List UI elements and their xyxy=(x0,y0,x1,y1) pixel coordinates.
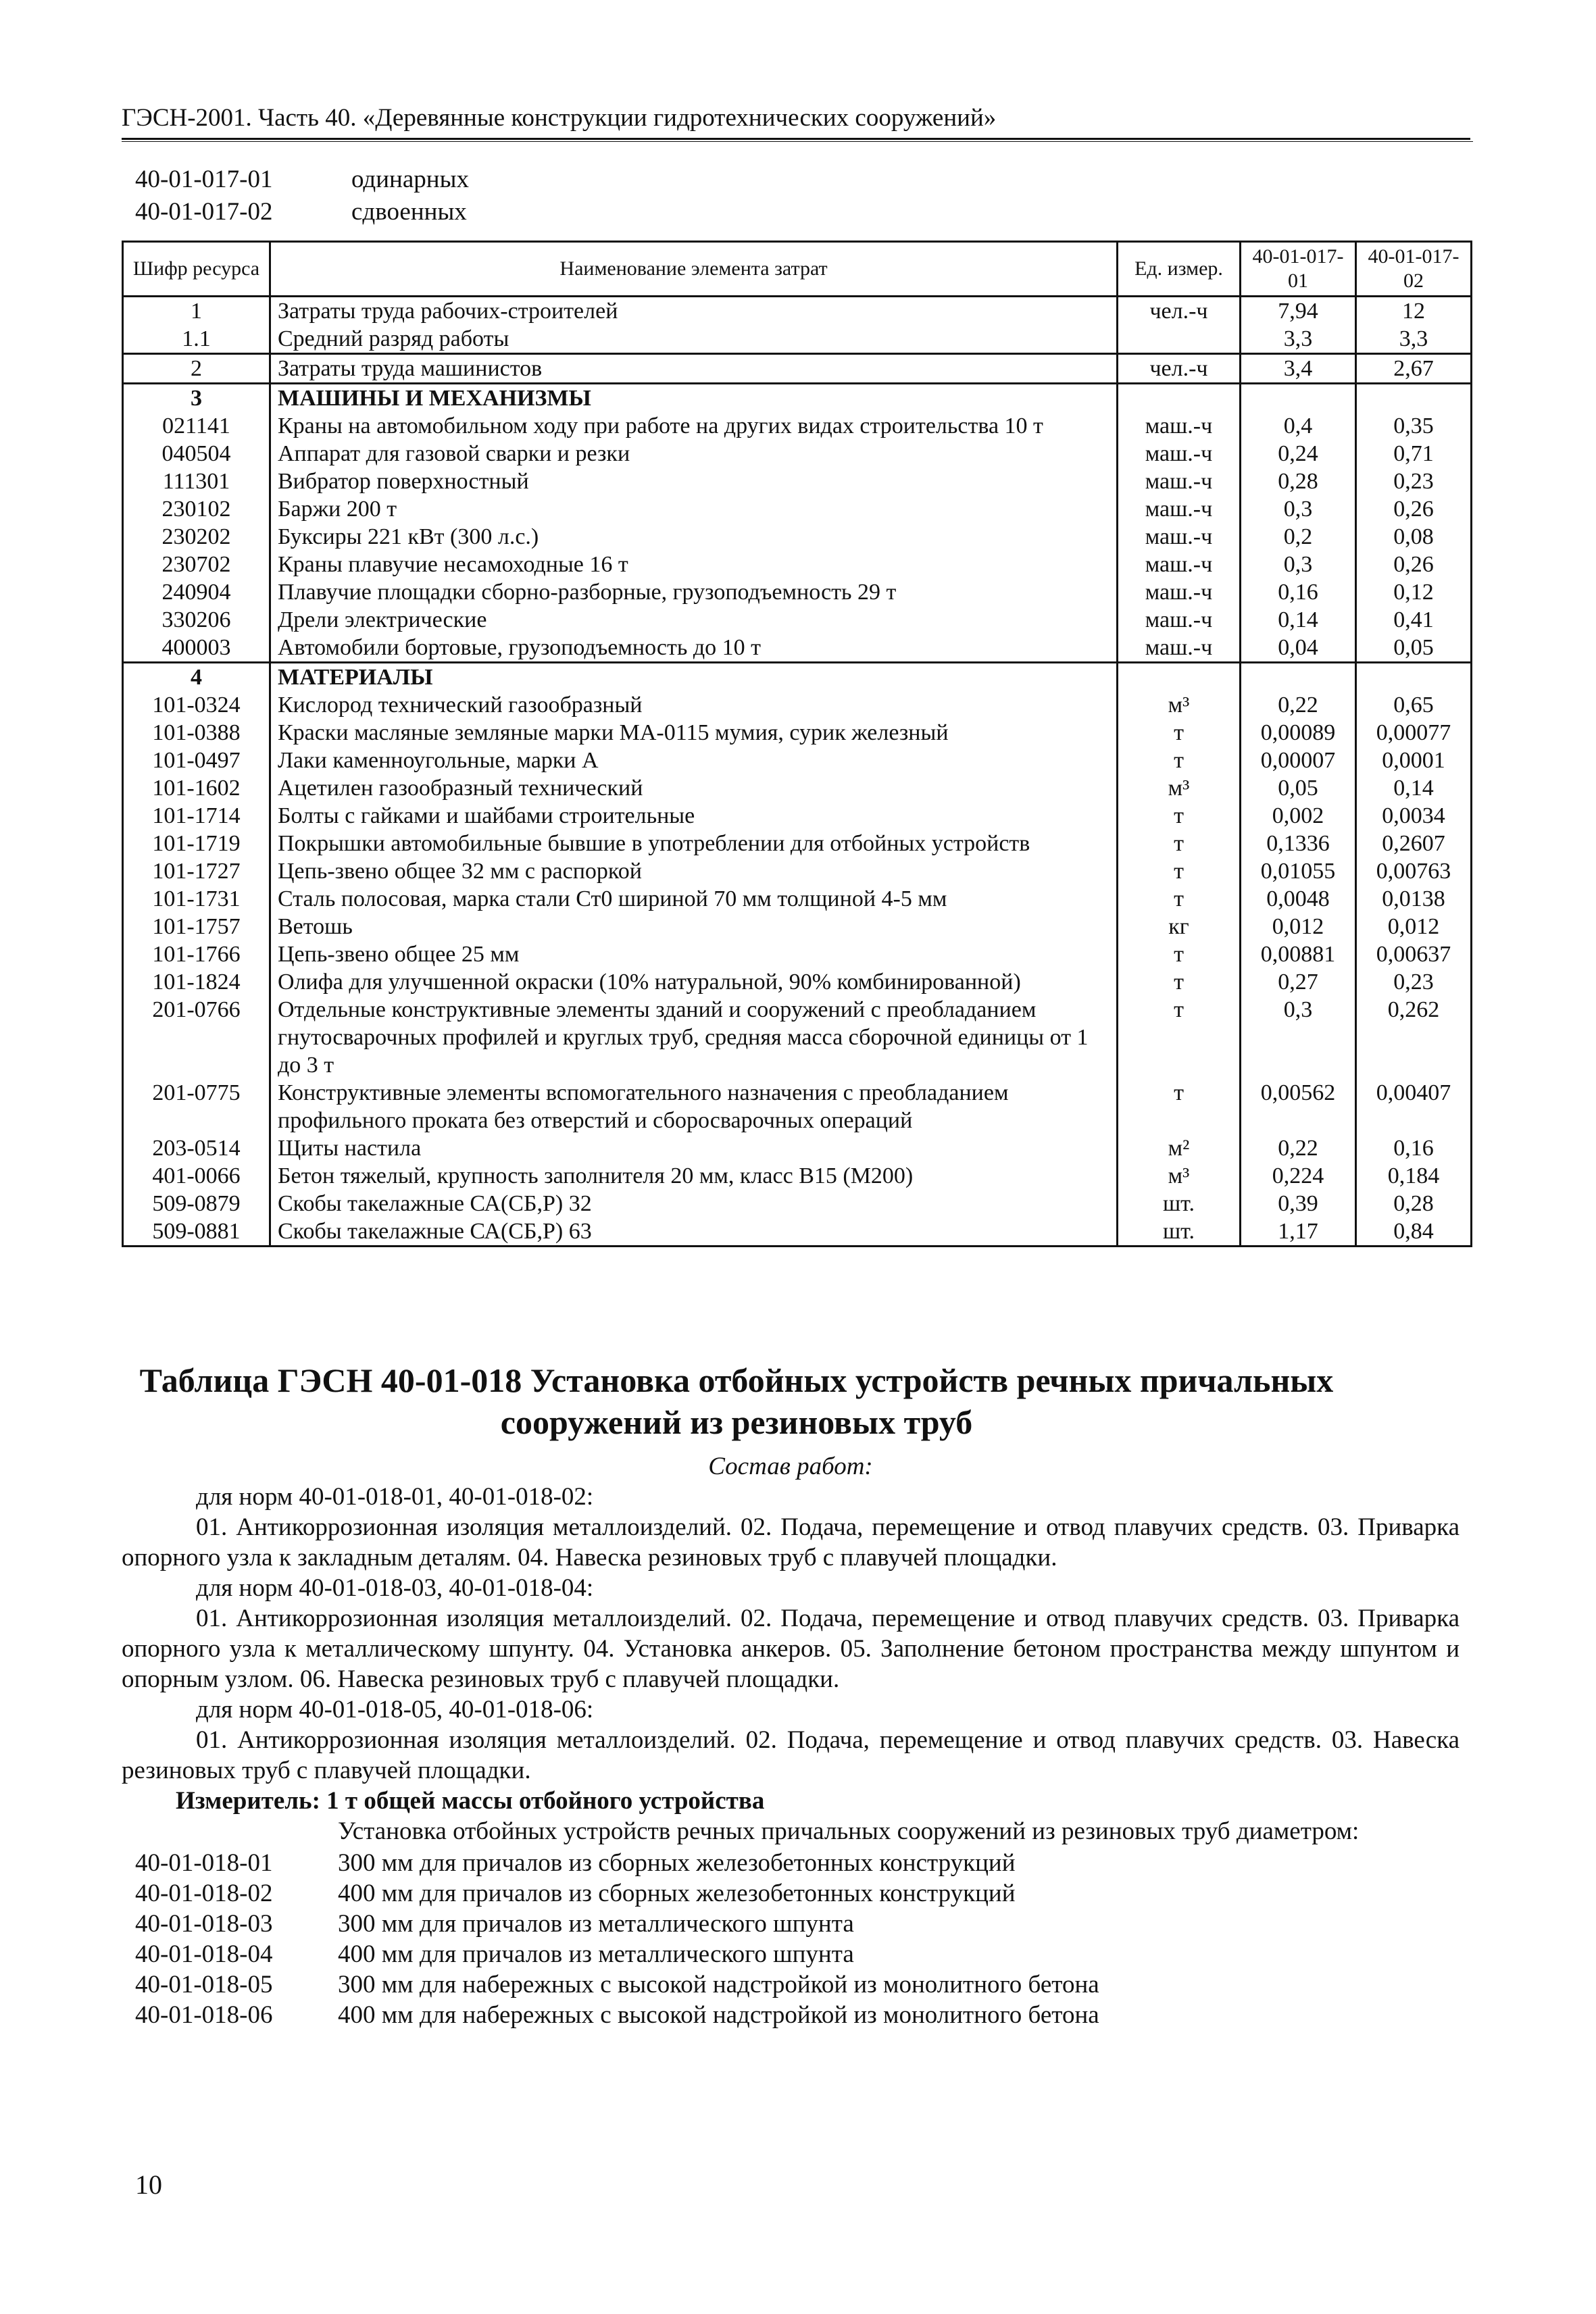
cell-unit xyxy=(1118,325,1241,354)
norm-row xyxy=(122,1909,1460,1939)
cell-value-1: 0,39 xyxy=(1241,1190,1356,1217)
table-row xyxy=(123,747,1472,774)
cell-code: 101-1602 xyxy=(123,774,270,802)
cell-unit: шт. xyxy=(1118,1217,1241,1247)
cell-unit: м³ xyxy=(1118,774,1241,802)
cell-value-2: 0,16 xyxy=(1356,1134,1472,1162)
cell-name: МАШИНЫ И МЕХАНИЗМЫ xyxy=(270,384,1118,413)
cell-unit: маш.-ч xyxy=(1118,523,1241,551)
cell-code: 111301 xyxy=(123,468,270,495)
cell-unit: кг xyxy=(1118,913,1241,940)
cell-code: 4 xyxy=(123,663,270,692)
cell-name: Сталь полосовая, марка стали Ст0 шириной 70 мм толщиной 4-5 мм xyxy=(270,885,1118,913)
cell-code: 101-1714 xyxy=(123,802,270,830)
cell-name: Цепь-звено общее 32 мм с распоркой xyxy=(270,857,1118,885)
cell-unit: маш.-ч xyxy=(1118,551,1241,578)
cell-code: 2 xyxy=(123,354,270,384)
cell-value-2: 0,00763 xyxy=(1356,857,1472,885)
sub-code: 40-01-017-01 xyxy=(135,166,273,193)
cell-name: Буксиры 221 кВт (300 л.с.) xyxy=(270,523,1118,551)
table-row xyxy=(123,802,1472,830)
cell-code: 101-0497 xyxy=(123,747,270,774)
cell-name: Лаки каменноугольные, марки А xyxy=(270,747,1118,774)
cell-name: Средний разряд работы xyxy=(270,325,1118,354)
table-row xyxy=(123,468,1472,495)
cell-name: Краски масляные земляные марки МА-0115 мумия, сурик железный xyxy=(270,719,1118,747)
composition-text: 01. Антикоррозионная изоляция металлоизделий. 02. Подача, перемещение и отвод плавучих средств. 03. Приварка опорного узла к закладным деталям. 04. Навеска резиновых труб с плавучей площадки. xyxy=(122,1513,1460,1571)
cell-code: 101-0324 xyxy=(123,691,270,719)
cell-code: 230702 xyxy=(123,551,270,578)
cell-name: Плавучие площадки сборно-разборные, грузоподъемность 29 т xyxy=(270,578,1118,606)
cell-name: Вибратор поверхностный xyxy=(270,468,1118,495)
cell-value-1: 3,3 xyxy=(1241,325,1356,354)
table-row xyxy=(123,523,1472,551)
cell-value-1: 0,05 xyxy=(1241,774,1356,802)
cell-name: Краны на автомобильном ходу при работе на других видах строительства 10 т xyxy=(270,412,1118,440)
cell-code: 203-0514 xyxy=(123,1134,270,1162)
cell-unit: маш.-ч xyxy=(1118,468,1241,495)
table-row xyxy=(123,440,1472,468)
cell-value-2: 0,23 xyxy=(1356,968,1472,996)
header-col1: 40-01-017-01 xyxy=(1241,242,1356,297)
cell-value-1: 0,16 xyxy=(1241,578,1356,606)
cell-code: 101-1824 xyxy=(123,968,270,996)
norm-text: 300 мм для причалов из сборных железобетонных конструкций xyxy=(338,1849,1016,1877)
cell-code: 330206 xyxy=(123,606,270,634)
cell-value-2: 0,08 xyxy=(1356,523,1472,551)
norm-row xyxy=(122,1969,1460,2000)
table-row xyxy=(123,578,1472,606)
cell-value-2: 0,26 xyxy=(1356,551,1472,578)
page-number: 10 xyxy=(135,2169,162,2200)
cell-value-1: 3,4 xyxy=(1241,354,1356,384)
norm-text: 400 мм для набережных с высокой надстройкой из монолитного бетона xyxy=(338,2001,1099,2029)
table-row xyxy=(123,663,1472,692)
norm-text: 400 мм для причалов из сборных железобетонных конструкций xyxy=(338,1880,1016,1907)
norm-row xyxy=(122,1848,1460,1878)
cell-value-1: 0,00881 xyxy=(1241,940,1356,968)
composition-for: для норм 40-01-018-03, 40-01-018-04: xyxy=(196,1574,594,1602)
cell-value-1: 0,00562 xyxy=(1241,1079,1356,1134)
cell-code: 3 xyxy=(123,384,270,413)
resources-table xyxy=(122,241,1472,1247)
cell-unit: т xyxy=(1118,996,1241,1079)
cell-unit: м² xyxy=(1118,1134,1241,1162)
norm-text: 300 мм для набережных с высокой надстройкой из монолитного бетона xyxy=(338,1971,1099,1998)
composition-for: для норм 40-01-018-01, 40-01-018-02: xyxy=(196,1483,594,1511)
cell-name: Цепь-звено общее 25 мм xyxy=(270,940,1118,968)
cell-name: Затраты труда рабочих-строителей xyxy=(270,297,1118,326)
cell-unit: т xyxy=(1118,1079,1241,1134)
cell-value-2: 0,71 xyxy=(1356,440,1472,468)
cell-value-2: 0,23 xyxy=(1356,468,1472,495)
cell-value-1: 0,00007 xyxy=(1241,747,1356,774)
header-rule xyxy=(122,141,1473,142)
norm-text: 300 мм для причалов из металлического шпунта xyxy=(338,1910,854,1938)
cell-value-1: 0,002 xyxy=(1241,802,1356,830)
table-row xyxy=(123,913,1472,940)
cell-value-2: 0,00077 xyxy=(1356,719,1472,747)
cell-unit: шт. xyxy=(1118,1190,1241,1217)
cell-value-1: 0,0048 xyxy=(1241,885,1356,913)
cell-code: 101-1757 xyxy=(123,913,270,940)
composition-for: для норм 40-01-018-05, 40-01-018-06: xyxy=(196,1696,594,1724)
cell-unit: т xyxy=(1118,857,1241,885)
table-row xyxy=(123,606,1472,634)
cell-name: Скобы такелажные СА(СБ,Р) 63 xyxy=(270,1217,1118,1247)
cell-value-1: 0,27 xyxy=(1241,968,1356,996)
cell-value-1: 0,01055 xyxy=(1241,857,1356,885)
table-row xyxy=(123,940,1472,968)
table-row xyxy=(123,968,1472,996)
cell-value-1: 1,17 xyxy=(1241,1217,1356,1247)
table-row xyxy=(123,885,1472,913)
table-body xyxy=(123,297,1472,1247)
cell-unit: маш.-ч xyxy=(1118,634,1241,663)
cell-code: 401-0066 xyxy=(123,1162,270,1190)
cell-value-2: 0,184 xyxy=(1356,1162,1472,1190)
cell-code: 021141 xyxy=(123,412,270,440)
sub-code-label: сдвоенных xyxy=(351,198,467,226)
cell-code: 1.1 xyxy=(123,325,270,354)
cell-name: Болты с гайками и шайбами строительные xyxy=(270,802,1118,830)
cell-unit: т xyxy=(1118,747,1241,774)
cell-name: МАТЕРИАЛЫ xyxy=(270,663,1118,692)
cell-unit: чел.-ч xyxy=(1118,354,1241,384)
cell-value-1: 0,28 xyxy=(1241,468,1356,495)
cell-code: 1 xyxy=(123,297,270,326)
composition-label: Состав работ: xyxy=(708,1453,873,1480)
norm-code: 40-01-018-02 xyxy=(135,1880,273,1907)
cell-unit: т xyxy=(1118,719,1241,747)
cell-value-2: 0,012 xyxy=(1356,913,1472,940)
cell-value-1: 0,2 xyxy=(1241,523,1356,551)
cell-code: 400003 xyxy=(123,634,270,663)
table-row xyxy=(123,384,1472,413)
cell-unit: маш.-ч xyxy=(1118,440,1241,468)
cell-unit: маш.-ч xyxy=(1118,578,1241,606)
cell-unit: т xyxy=(1118,830,1241,857)
cell-code: 201-0775 xyxy=(123,1079,270,1134)
cell-name: Скобы такелажные СА(СБ,Р) 32 xyxy=(270,1190,1118,1217)
cell-value-2: 12 xyxy=(1356,297,1472,326)
cell-value-1: 0,04 xyxy=(1241,634,1356,663)
header-name: Наименование элемента затрат xyxy=(270,242,1118,297)
cell-value-2 xyxy=(1356,384,1472,413)
cell-value-1: 0,1336 xyxy=(1241,830,1356,857)
norm-code: 40-01-018-04 xyxy=(135,1940,273,1968)
table-row xyxy=(123,412,1472,440)
cell-value-2: 0,00407 xyxy=(1356,1079,1472,1134)
norm-code: 40-01-018-06 xyxy=(135,2001,273,2029)
cell-value-2: 0,26 xyxy=(1356,495,1472,523)
cell-value-1 xyxy=(1241,663,1356,692)
norm-row xyxy=(122,1878,1460,1909)
cell-value-2: 2,67 xyxy=(1356,354,1472,384)
cell-value-2: 0,35 xyxy=(1356,412,1472,440)
norms-list xyxy=(122,1848,1460,2030)
cell-value-1: 0,3 xyxy=(1241,495,1356,523)
cell-name: Затраты труда машинистов xyxy=(270,354,1118,384)
cell-unit: маш.-ч xyxy=(1118,606,1241,634)
cell-name: Покрышки автомобильные бывшие в употреблении для отбойных устройств xyxy=(270,830,1118,857)
cell-unit: м³ xyxy=(1118,1162,1241,1190)
table-row xyxy=(123,1079,1472,1134)
composition-text: 01. Антикоррозионная изоляция металлоизделий. 02. Подача, перемещение и отвод плавучих средств. 03. Приварка опорного узла к металлическому шпунту. 04. Установка анкеров. 05. Заполнение бетоном пространства между шпунтом и опорным узлом. 06. Навеска резиновых труб с плавучей площадки. xyxy=(122,1605,1460,1693)
cell-value-2: 0,0138 xyxy=(1356,885,1472,913)
cell-value-2: 0,00637 xyxy=(1356,940,1472,968)
cell-value-2: 0,28 xyxy=(1356,1190,1472,1217)
table-row xyxy=(123,774,1472,802)
measure-unit: Измеритель: 1 т общей массы отбойного устройства xyxy=(176,1787,765,1815)
work-composition xyxy=(122,1451,1460,2030)
cell-name: Олифа для улучшенной окраски (10% натуральной, 90% комбинированной) xyxy=(270,968,1118,996)
sub-codes-list xyxy=(135,164,469,228)
sub-code-label: одинарных xyxy=(351,166,469,193)
table-row xyxy=(123,634,1472,663)
cell-name: Ацетилен газообразный технический xyxy=(270,774,1118,802)
norm-code: 40-01-018-03 xyxy=(135,1910,273,1938)
composition-text: 01. Антикоррозионная изоляция металлоизделий. 02. Подача, перемещение и отвод плавучих средств. 03. Навеска резиновых труб с плавучей площадки. xyxy=(122,1726,1460,1784)
table-header-row xyxy=(123,242,1472,297)
cell-value-1: 0,00089 xyxy=(1241,719,1356,747)
cell-name: Кислород технический газообразный xyxy=(270,691,1118,719)
cell-code: 101-1766 xyxy=(123,940,270,968)
table-row xyxy=(123,719,1472,747)
cell-value-1: 0,012 xyxy=(1241,913,1356,940)
header-col2: 40-01-017-02 xyxy=(1356,242,1472,297)
running-header: ГЭСН-2001. Часть 40. «Деревянные конструкции гидротехнических сооружений» xyxy=(122,101,1470,140)
cell-code: 101-0388 xyxy=(123,719,270,747)
norms-intro: Установка отбойных устройств речных причальных сооружений из резиновых труб диаметром: xyxy=(338,1817,1360,1845)
cell-code: 509-0879 xyxy=(123,1190,270,1217)
cell-code: 101-1719 xyxy=(123,830,270,857)
cell-unit: т xyxy=(1118,968,1241,996)
cell-unit: маш.-ч xyxy=(1118,412,1241,440)
cell-name: Щиты настила xyxy=(270,1134,1118,1162)
norm-code: 40-01-018-05 xyxy=(135,1971,273,1998)
cell-value-1: 7,94 xyxy=(1241,297,1356,326)
cell-value-2: 0,262 xyxy=(1356,996,1472,1079)
cell-code: 230102 xyxy=(123,495,270,523)
cell-name: Автомобили бортовые, грузоподъемность до 10 т xyxy=(270,634,1118,663)
cell-value-1: 0,24 xyxy=(1241,440,1356,468)
cell-value-2: 0,12 xyxy=(1356,578,1472,606)
cell-value-2: 0,0034 xyxy=(1356,802,1472,830)
cell-value-2: 0,2607 xyxy=(1356,830,1472,857)
header-unit: Ед. измер. xyxy=(1118,242,1241,297)
cell-name: Аппарат для газовой сварки и резки xyxy=(270,440,1118,468)
cell-value-2: 0,84 xyxy=(1356,1217,1472,1247)
cell-unit xyxy=(1118,663,1241,692)
cell-value-1: 0,22 xyxy=(1241,691,1356,719)
cell-code: 201-0766 xyxy=(123,996,270,1079)
table-row xyxy=(123,354,1472,384)
norm-code: 40-01-018-01 xyxy=(135,1849,273,1877)
table-row xyxy=(123,495,1472,523)
table-row xyxy=(123,1217,1472,1247)
cell-value-2 xyxy=(1356,663,1472,692)
cell-code: 240904 xyxy=(123,578,270,606)
table-title: Таблица ГЭСН 40-01-018 Установка отбойных устройств речных причальных сооружений из резиновых труб xyxy=(139,1361,1334,1441)
cell-value-1: 0,22 xyxy=(1241,1134,1356,1162)
cell-value-1 xyxy=(1241,384,1356,413)
cell-unit: чел.-ч xyxy=(1118,297,1241,326)
norm-row xyxy=(122,1939,1460,1969)
cell-value-2: 0,65 xyxy=(1356,691,1472,719)
cell-value-2: 0,14 xyxy=(1356,774,1472,802)
header-code: Шифр ресурса xyxy=(123,242,270,297)
table-row xyxy=(123,551,1472,578)
cell-code: 101-1727 xyxy=(123,857,270,885)
table-row xyxy=(123,1162,1472,1190)
cell-name: Конструктивные элементы вспомогательного назначения с преобладанием профильного проката без отверстий и сборосварочных операций xyxy=(270,1079,1118,1134)
cell-value-2: 0,0001 xyxy=(1356,747,1472,774)
cell-value-2: 3,3 xyxy=(1356,325,1472,354)
cell-name: Дрели электрические xyxy=(270,606,1118,634)
table-row xyxy=(123,857,1472,885)
cell-value-2: 0,41 xyxy=(1356,606,1472,634)
cell-name: Краны плавучие несамоходные 16 т xyxy=(270,551,1118,578)
sub-code-row xyxy=(135,196,469,228)
table-row xyxy=(123,325,1472,354)
cell-code: 230202 xyxy=(123,523,270,551)
cell-unit: т xyxy=(1118,802,1241,830)
cell-unit: маш.-ч xyxy=(1118,495,1241,523)
cell-code: 040504 xyxy=(123,440,270,468)
table-row xyxy=(123,1190,1472,1217)
cell-unit xyxy=(1118,384,1241,413)
table-row xyxy=(123,1134,1472,1162)
norm-row xyxy=(122,2000,1460,2030)
norm-text: 400 мм для причалов из металлического шпунта xyxy=(338,1940,854,1968)
cell-unit: м³ xyxy=(1118,691,1241,719)
table-row xyxy=(123,297,1472,326)
cell-value-2: 0,05 xyxy=(1356,634,1472,663)
sub-code-row xyxy=(135,164,469,196)
cell-name: Ветошь xyxy=(270,913,1118,940)
cell-code: 509-0881 xyxy=(123,1217,270,1247)
cell-code: 101-1731 xyxy=(123,885,270,913)
cell-value-1: 0,4 xyxy=(1241,412,1356,440)
table-row xyxy=(123,996,1472,1079)
cell-value-1: 0,14 xyxy=(1241,606,1356,634)
cell-value-1: 0,3 xyxy=(1241,551,1356,578)
cell-name: Бетон тяжелый, крупность заполнителя 20 мм, класс В15 (М200) xyxy=(270,1162,1118,1190)
cell-name: Баржи 200 т xyxy=(270,495,1118,523)
table-row xyxy=(123,691,1472,719)
cell-name: Отдельные конструктивные элементы зданий и сооружений с преобладанием гнутосварочных профилей и круглых труб, средняя масса сборочной единицы от 1 до 3 т xyxy=(270,996,1118,1079)
cell-unit: т xyxy=(1118,885,1241,913)
sub-code: 40-01-017-02 xyxy=(135,198,273,226)
cell-unit: т xyxy=(1118,940,1241,968)
table-row xyxy=(123,830,1472,857)
cell-value-1: 0,3 xyxy=(1241,996,1356,1079)
cell-value-1: 0,224 xyxy=(1241,1162,1356,1190)
